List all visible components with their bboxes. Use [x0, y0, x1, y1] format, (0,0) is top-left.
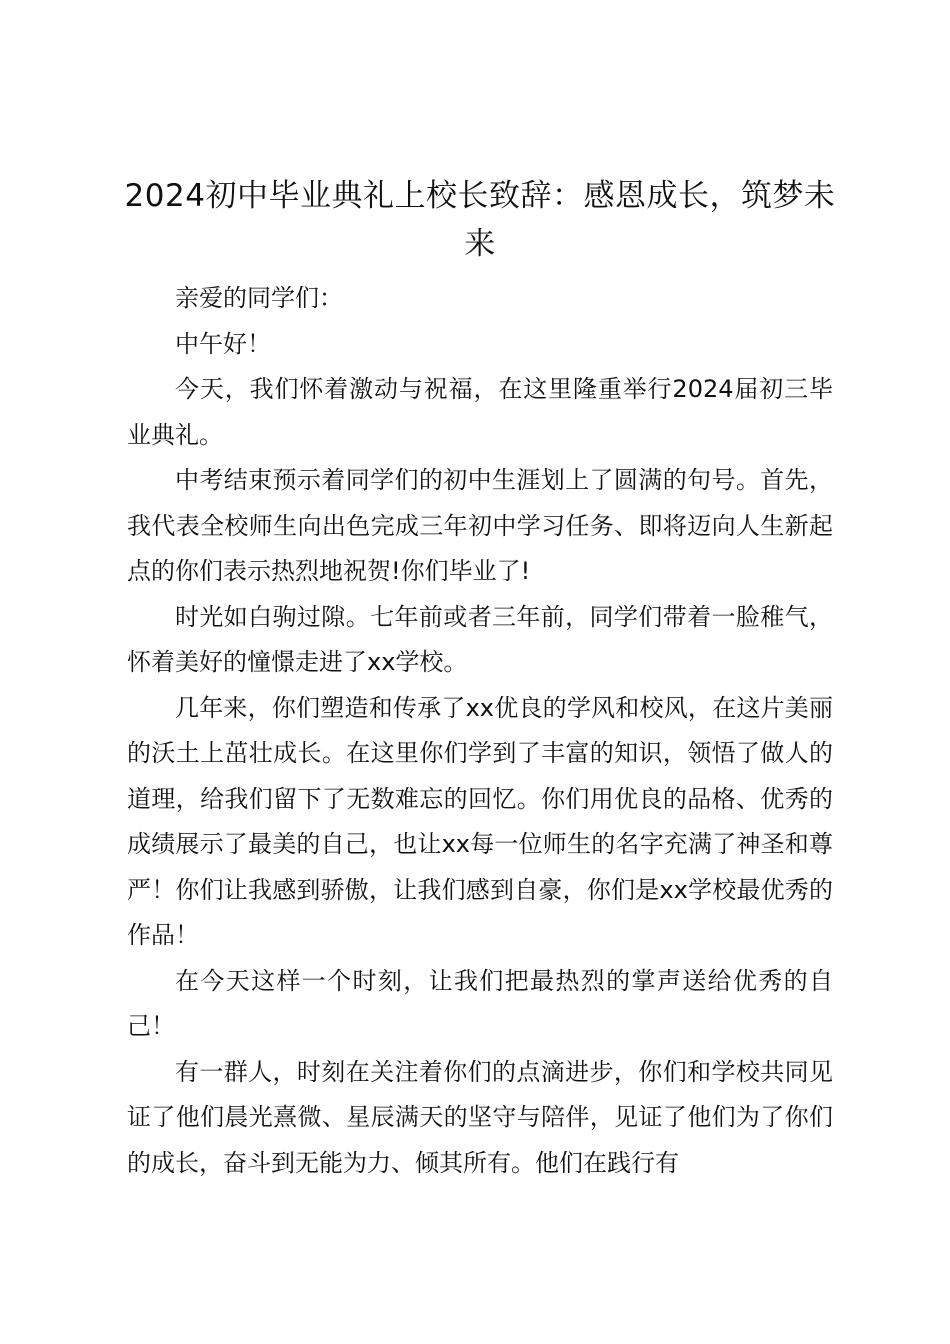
paragraph: 时光如白驹过隙。七年前或者三年前，同学们带着一脸稚气，怀着美好的憧憬走进了xx学校。 — [127, 602, 833, 676]
paragraph: 今天，我们怀着激动与祝福，在这里隆重举行2024届初三毕业典礼。 — [127, 375, 833, 449]
paragraph-greeting: 中午好！ — [175, 329, 271, 358]
paragraph: 几年来，你们塑造和传承了xx优良的学风和校风，在这片美丽的沃土上茁壮成长。在这里你们学到了丰富的知识，领悟了做人的道理，给我们留下了无数难忘的回忆。你们用优良的品格、优秀的成绩展示了最美的自己，也让xx每一位师生的名字充满了神圣和尊严！你们让我感到骄傲，让我们感到自豪，你们是xx学校最优秀的作品！ — [127, 693, 833, 949]
document-title: 2024初中毕业典礼上校长致辞：感恩成长，筑梦未来 — [124, 178, 836, 262]
paragraph: 中考结束预示着同学们的初中生涯划上了圆满的句号。首先，我代表全校师生向出色完成三年初中学习任务、即将迈向人生新起点的你们表示热烈地祝贺!你们毕业了! — [127, 466, 833, 585]
paragraph-salutation: 亲爱的同学们： — [175, 284, 343, 312]
paragraph: 在今天这样一个时刻，让我们把最热烈的掌声送给优秀的自己！ — [127, 966, 833, 1040]
paragraph: 有一群人，时刻在关注着你们的点滴进步，你们和学校共同见证了他们晨光熹微、星辰满天的坚守与陪伴，见证了他们为了你们的成长，奋斗到无能为力、倾其所有。他们在践行有 — [127, 1057, 833, 1177]
document-body — [127, 276, 833, 1186]
